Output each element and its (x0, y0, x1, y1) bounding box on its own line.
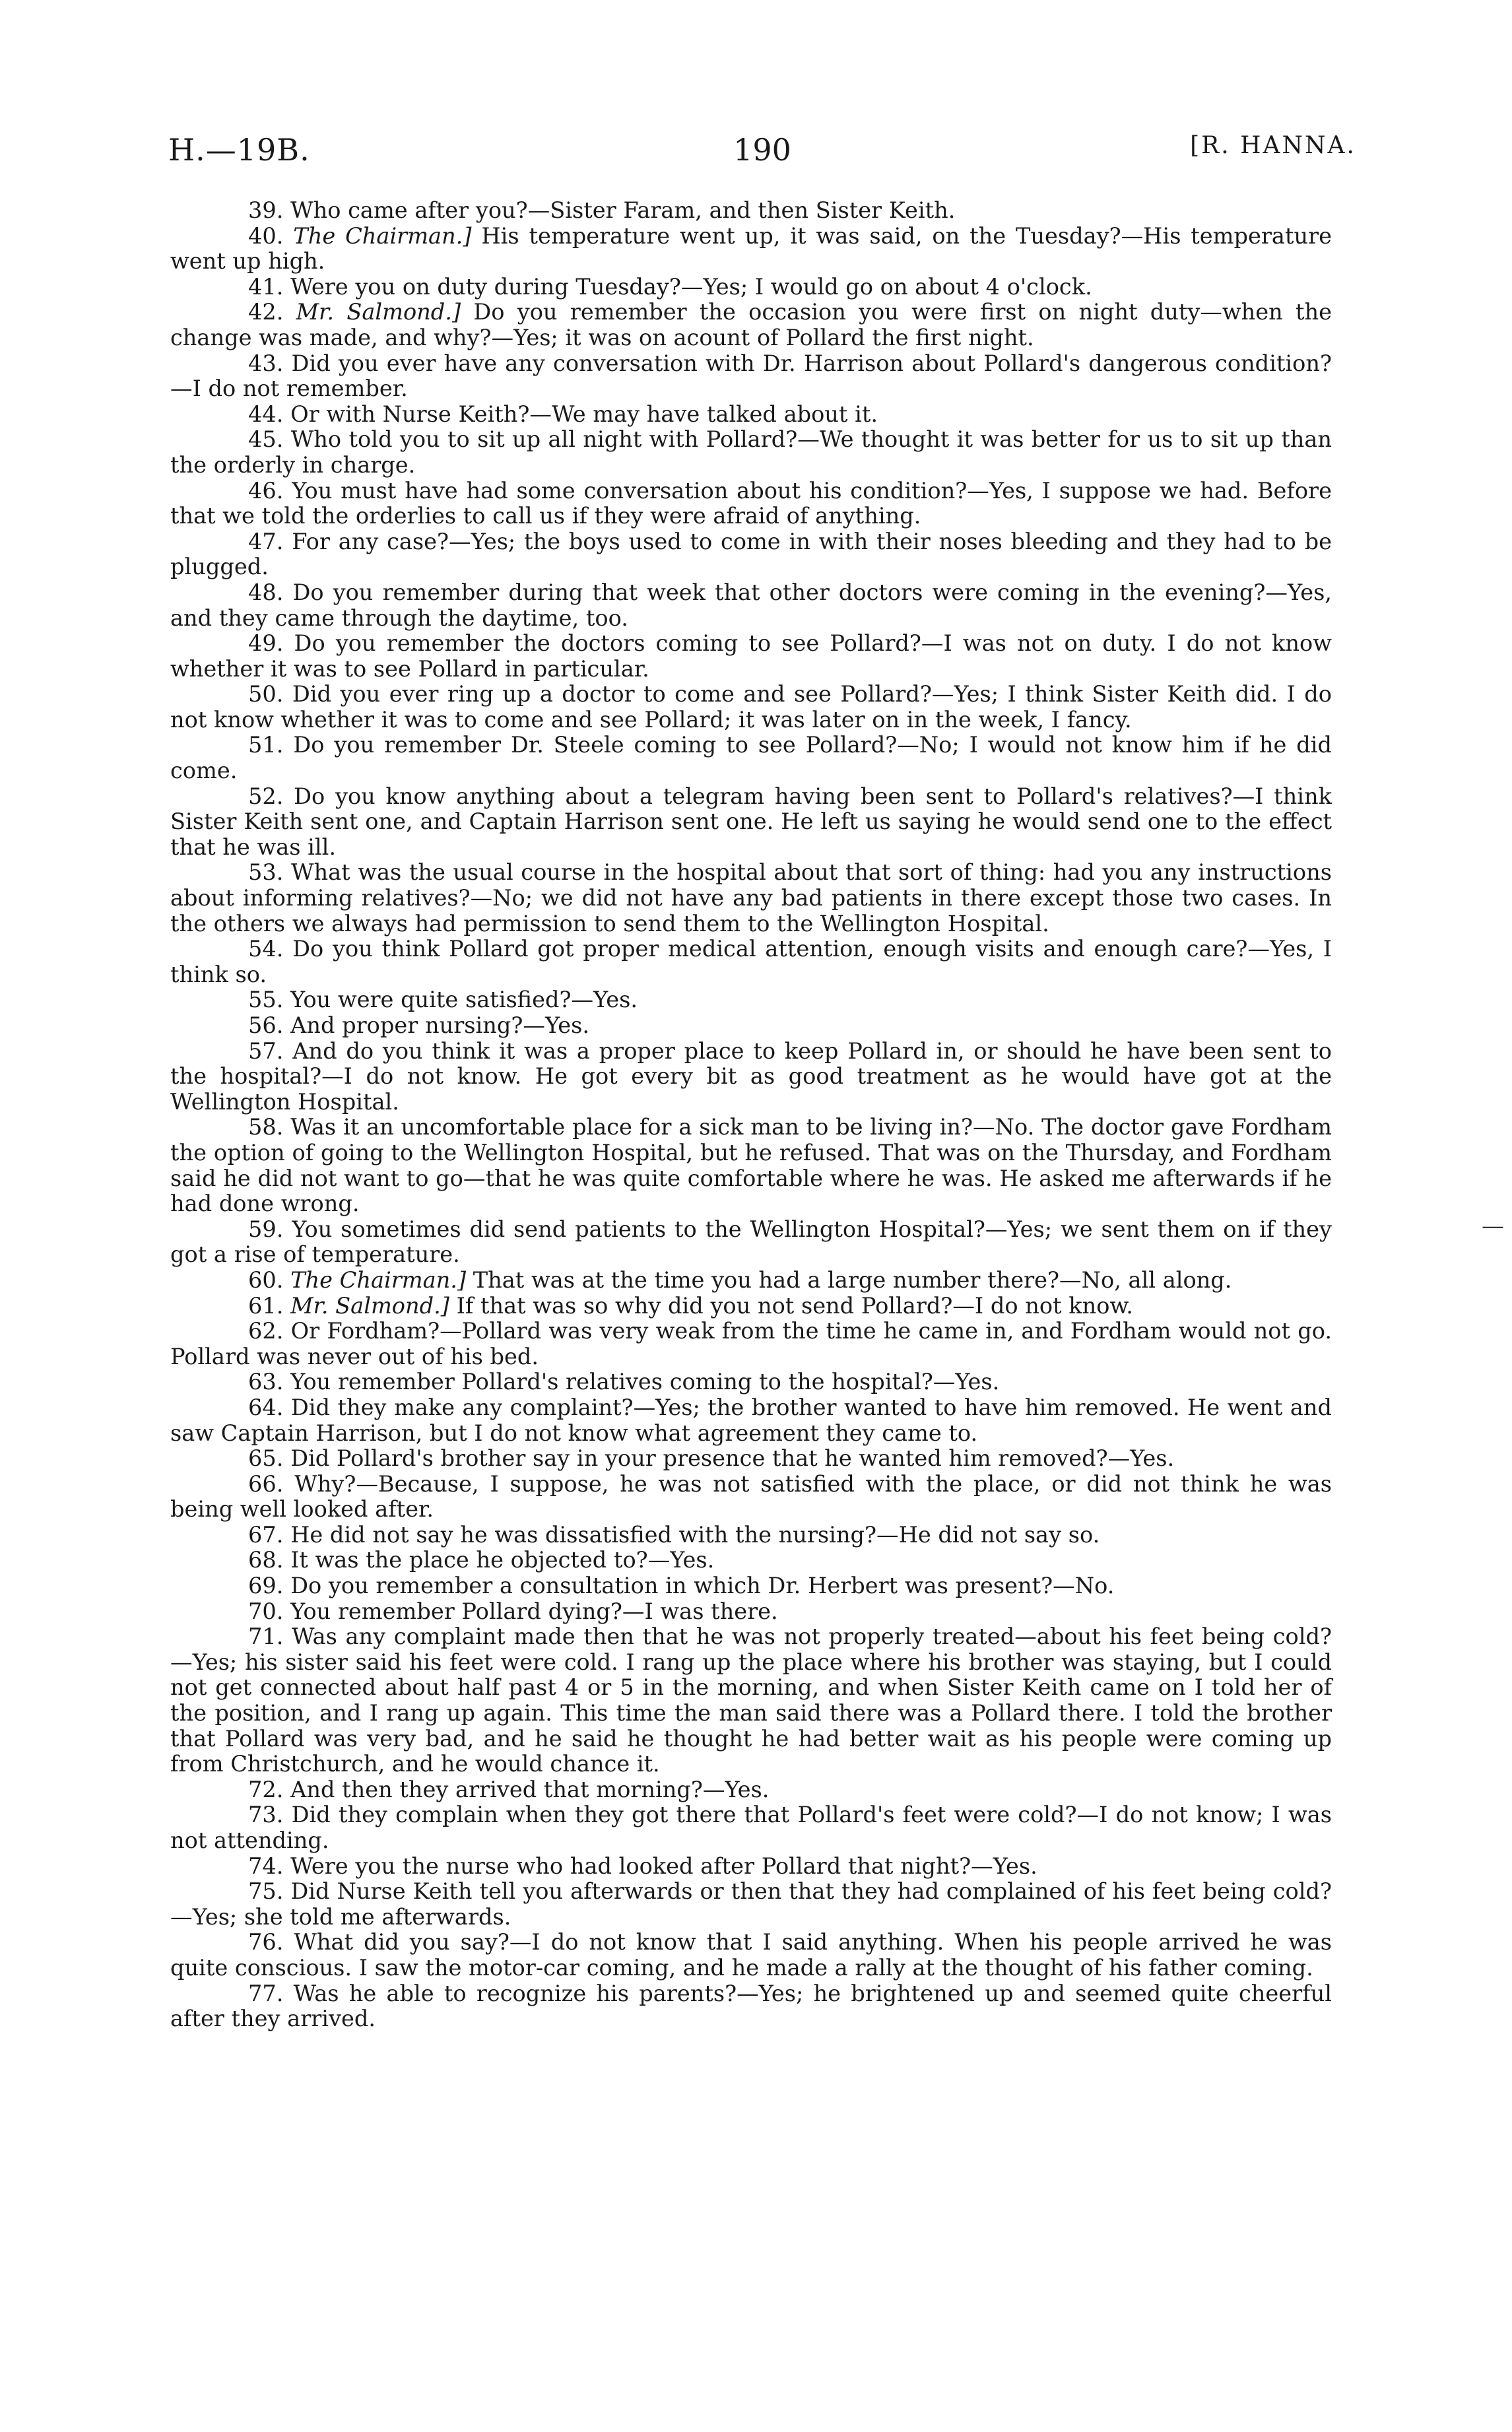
testimony-entry (170, 427, 1332, 478)
entry-number: 45. (248, 426, 284, 453)
testimony-body (170, 198, 1332, 2032)
entry-number: 49. (248, 630, 284, 657)
entry-text: Do you remember during that week that other doctors were coming in the evening?—Yes, and they came through the daytime, too. (170, 579, 1332, 631)
entry-text: Do you think Pollard got proper medical attention, enough visits and enough care?—Yes, I think so. (170, 936, 1332, 987)
entry-text: Do you remember a consultation in which Dr. Herbert was present?—No. (290, 1573, 1115, 1599)
entry-number: 71. (248, 1624, 284, 1650)
testimony-entry (170, 1573, 1332, 1599)
entry-speaker: Mr. Salmond.] (296, 299, 461, 325)
testimony-entry (170, 1268, 1332, 1294)
entry-text: Do you remember the occasion you were first on night duty—when the change was made, and why?—Yes; it was on acount of Pollard the first night. (170, 299, 1332, 350)
entry-text: Why?—Because, I suppose, he was not satisfied with the place, or did not think he was being well looked after. (170, 1470, 1332, 1523)
testimony-entry (170, 1523, 1332, 1548)
testimony-entry (170, 1472, 1332, 1523)
testimony-entry (170, 1930, 1332, 1981)
testimony-entry (170, 198, 1332, 224)
entry-number: 76. (248, 1929, 284, 1955)
entry-text: Do you remember the doctors coming to see Pollard?—I was not on duty. I do not know whether it was to see Pollard in particular. (170, 630, 1332, 682)
testimony-entry (170, 860, 1332, 937)
entry-text: Or Fordham?—Pollard was very weak from the time he came in, and Fordham would not go. Pollard was never out of his bed. (170, 1318, 1332, 1369)
entry-number: 48. (248, 579, 284, 605)
testimony-entry (170, 1548, 1332, 1573)
entry-number: 62. (248, 1318, 284, 1344)
entry-number: 39. (248, 197, 284, 223)
entry-text: Did they make any complaint?—Yes; the brother wanted to have him removed. He went and saw Captain Harrison, but I do not know what agreement they came to. (170, 1394, 1332, 1446)
entry-number: 70. (248, 1598, 284, 1624)
entry-text: You must have had some conversation about his condition?—Yes, I suppose we had. Before that we told the orderlies to call us if they were afraid of anything. (170, 477, 1332, 529)
entry-number: 65. (248, 1445, 284, 1472)
testimony-entry (170, 224, 1332, 275)
entry-number: 60. (248, 1266, 284, 1293)
page-number: 190 (733, 132, 791, 168)
testimony-entry (170, 1395, 1332, 1446)
entry-text: Did you ever ring up a doctor to come and see Pollard?—Yes; I think Sister Keith did. I do not know whether it was to come and see Pollard; it was later on in the week, I fancy. (170, 681, 1332, 733)
entry-number: 43. (248, 350, 284, 376)
entry-text: Was it an uncomfortable place for a sick man to be living in?—No. The doctor gave Fordham the option of going to the Wellington Hospital, but he refused. That was on the Thursday, and Fordham said he did not want to go—that he was quite comfortable where he was. He asked me afterwards if he had done wrong. (170, 1114, 1332, 1217)
entry-number: 56. (248, 1012, 284, 1038)
testimony-entry (170, 987, 1332, 1013)
entry-number: 68. (248, 1547, 284, 1573)
entry-text: Or with Nurse Keith?—We may have talked about it. (290, 401, 878, 427)
testimony-entry (170, 682, 1332, 733)
entry-number: 63. (248, 1369, 284, 1395)
entry-speaker: The Chairman.] (293, 222, 472, 249)
entry-number: 46. (248, 477, 284, 504)
testimony-entry (170, 1369, 1332, 1395)
entry-text: Were you the nurse who had looked after Pollard that night?—Yes. (290, 1853, 1037, 1879)
entry-number: 47. (248, 528, 284, 554)
entry-number: 77. (248, 1980, 284, 2006)
entry-number: 41. (248, 273, 284, 300)
entry-text: His temperature went up, it was said, on the Tuesday?—His temperature went up high. (170, 222, 1332, 275)
testimony-entry (170, 1802, 1332, 1853)
testimony-entry (170, 1777, 1332, 1803)
testimony-entry (170, 402, 1332, 428)
entry-text: Was he able to recognize his parents?—Yes; he brightened up and seemed quite cheerful after they arrived. (170, 1980, 1332, 2032)
entry-text: It was the place he objected to?—Yes. (290, 1547, 715, 1573)
testimony-entry (170, 529, 1332, 580)
testimony-entry (170, 1115, 1332, 1216)
entry-text: Did you ever have any conversation with Dr. Harrison about Pollard's dangerous condition?—I do not remember. (170, 350, 1332, 402)
entry-number: 66. (248, 1470, 284, 1497)
entry-text: What did you say?—I do not know that I said anything. When his people arrived he was quite conscious. I saw the motor-car coming, and he made a rally at the thought of his father coming. (170, 1929, 1332, 1981)
entry-number: 40. (248, 222, 284, 249)
entry-number: 58. (248, 1114, 284, 1140)
entry-text: You remember Pollard dying?—I was there. (290, 1598, 778, 1624)
document-reference: H.—19B. (168, 132, 310, 168)
entry-text: You sometimes did send patients to the Wellington Hospital?—Yes; we sent them on if they got a rise of temperature. (170, 1216, 1332, 1268)
entry-text: Was any complaint made then that he was not properly treated—about his feet being cold?—Yes; his sister said his feet were cold. I rang up the place where his brother was staying, but I could not get connected about half past 4 or 5 in the morning, and when Sister Keith came on I told her of the position, and I rang up again. This time the man said there was a Pollard there. I told the brother that Pollard was very bad, and he said he thought he had better wait as his people were coming up from Christchurch, and he would chance it. (170, 1624, 1332, 1777)
entry-number: 64. (248, 1394, 284, 1420)
entry-number: 72. (248, 1776, 284, 1802)
entry-number: 50. (248, 681, 284, 707)
entry-speaker: Mr. Salmond.] (290, 1292, 449, 1319)
entry-text: And do you think it was a proper place to keep Pollard in, or should he have been sent to the hospital?—I do not know. He got every bit as good treatment as he would have got at the Wellington Hospital. (170, 1037, 1332, 1115)
testimony-entry (170, 1599, 1332, 1625)
entry-text: Did Pollard's brother say in your presence that he wanted him removed?—Yes. (290, 1445, 1175, 1472)
entry-text: And then they arrived that morning?—Yes. (290, 1776, 770, 1802)
testimony-entry (170, 1981, 1332, 2032)
entry-number: 74. (248, 1853, 284, 1879)
entry-text: He did not say he was dissatisfied with the nursing?—He did not say so. (290, 1521, 1100, 1548)
entry-number: 55. (248, 987, 284, 1013)
entry-text: What was the usual course in the hospital about that sort of thing: had you any instructions about informing relatives?—No; we did not have any bad patients in there except those two cases. In the others we always had permission to send them to the Wellington Hospital. (170, 859, 1332, 937)
testimony-entry (170, 300, 1332, 350)
entry-number: 61. (248, 1292, 284, 1319)
testimony-entry (170, 1319, 1332, 1369)
page-header (168, 132, 1356, 178)
testimony-entry (170, 631, 1332, 682)
entry-speaker: The Chairman.] (290, 1266, 467, 1293)
entry-text: Do you remember Dr. Steele coming to see Pollard?—No; I would not know him if he did come. (170, 732, 1332, 784)
entry-text: Were you on duty during Tuesday?—Yes; I would go on about 4 o'clock. (290, 273, 1092, 300)
testimony-entry (170, 1446, 1332, 1472)
entry-number: 75. (248, 1878, 284, 1905)
entry-number: 69. (248, 1573, 284, 1599)
testimony-entry (170, 580, 1332, 631)
entry-text: And proper nursing?—Yes. (290, 1012, 589, 1038)
entry-text: Did Nurse Keith tell you afterwards or then that they had complained of his feet being cold?—Yes; she told me afterwards. (170, 1878, 1332, 1930)
entry-text: Who told you to sit up all night with Pollard?—We thought it was better for us to sit up than the orderly in charge. (170, 426, 1332, 478)
testimony-entry (170, 478, 1332, 529)
testimony-entry (170, 937, 1332, 987)
testimony-entry (170, 1879, 1332, 1930)
testimony-entry (170, 784, 1332, 861)
entry-number: 44. (248, 401, 284, 427)
entry-number: 54. (248, 936, 284, 962)
entry-text: Who came after you?—Sister Faram, and then Sister Keith. (290, 197, 956, 223)
entry-text: That was at the time you had a large number there?—No, all along. (473, 1266, 1232, 1293)
testimony-entry (170, 1013, 1332, 1039)
entry-text: You remember Pollard's relatives coming to the hospital?—Yes. (290, 1369, 1000, 1395)
entry-number: 73. (248, 1802, 284, 1828)
testimony-entry (170, 1039, 1332, 1115)
witness-name: [R. HANNA. (1190, 132, 1356, 159)
testimony-entry (170, 1294, 1332, 1319)
entry-number: 67. (248, 1521, 284, 1548)
entry-number: 57. (248, 1037, 284, 1064)
entry-number: 51. (248, 732, 284, 758)
entry-number: 53. (248, 859, 284, 886)
entry-text: You were quite satisfied?—Yes. (290, 987, 638, 1013)
margin-mark: — (1482, 1213, 1504, 1239)
entry-number: 59. (248, 1216, 284, 1242)
entry-number: 52. (248, 783, 284, 809)
testimony-entry (170, 1854, 1332, 1880)
testimony-entry (170, 1217, 1332, 1268)
entry-text: For any case?—Yes; the boys used to come in with their noses bleeding and they had to be plugged. (170, 528, 1332, 580)
entry-text: If that was so why did you not send Pollard?—I do not know. (456, 1292, 1133, 1319)
testimony-entry (170, 351, 1332, 402)
entry-text: Did they complain when they got there that Pollard's feet were cold?—I do not know; I was not attending. (170, 1802, 1332, 1853)
testimony-entry (170, 1624, 1332, 1777)
testimony-entry (170, 275, 1332, 300)
entry-number: 42. (248, 299, 284, 325)
entry-text: Do you know anything about a telegram having been sent to Pollard's relatives?—I think Sister Keith sent one, and Captain Harrison sent one. He left us saying he would send one to the effect that he was ill. (170, 783, 1332, 860)
testimony-entry (170, 733, 1332, 783)
